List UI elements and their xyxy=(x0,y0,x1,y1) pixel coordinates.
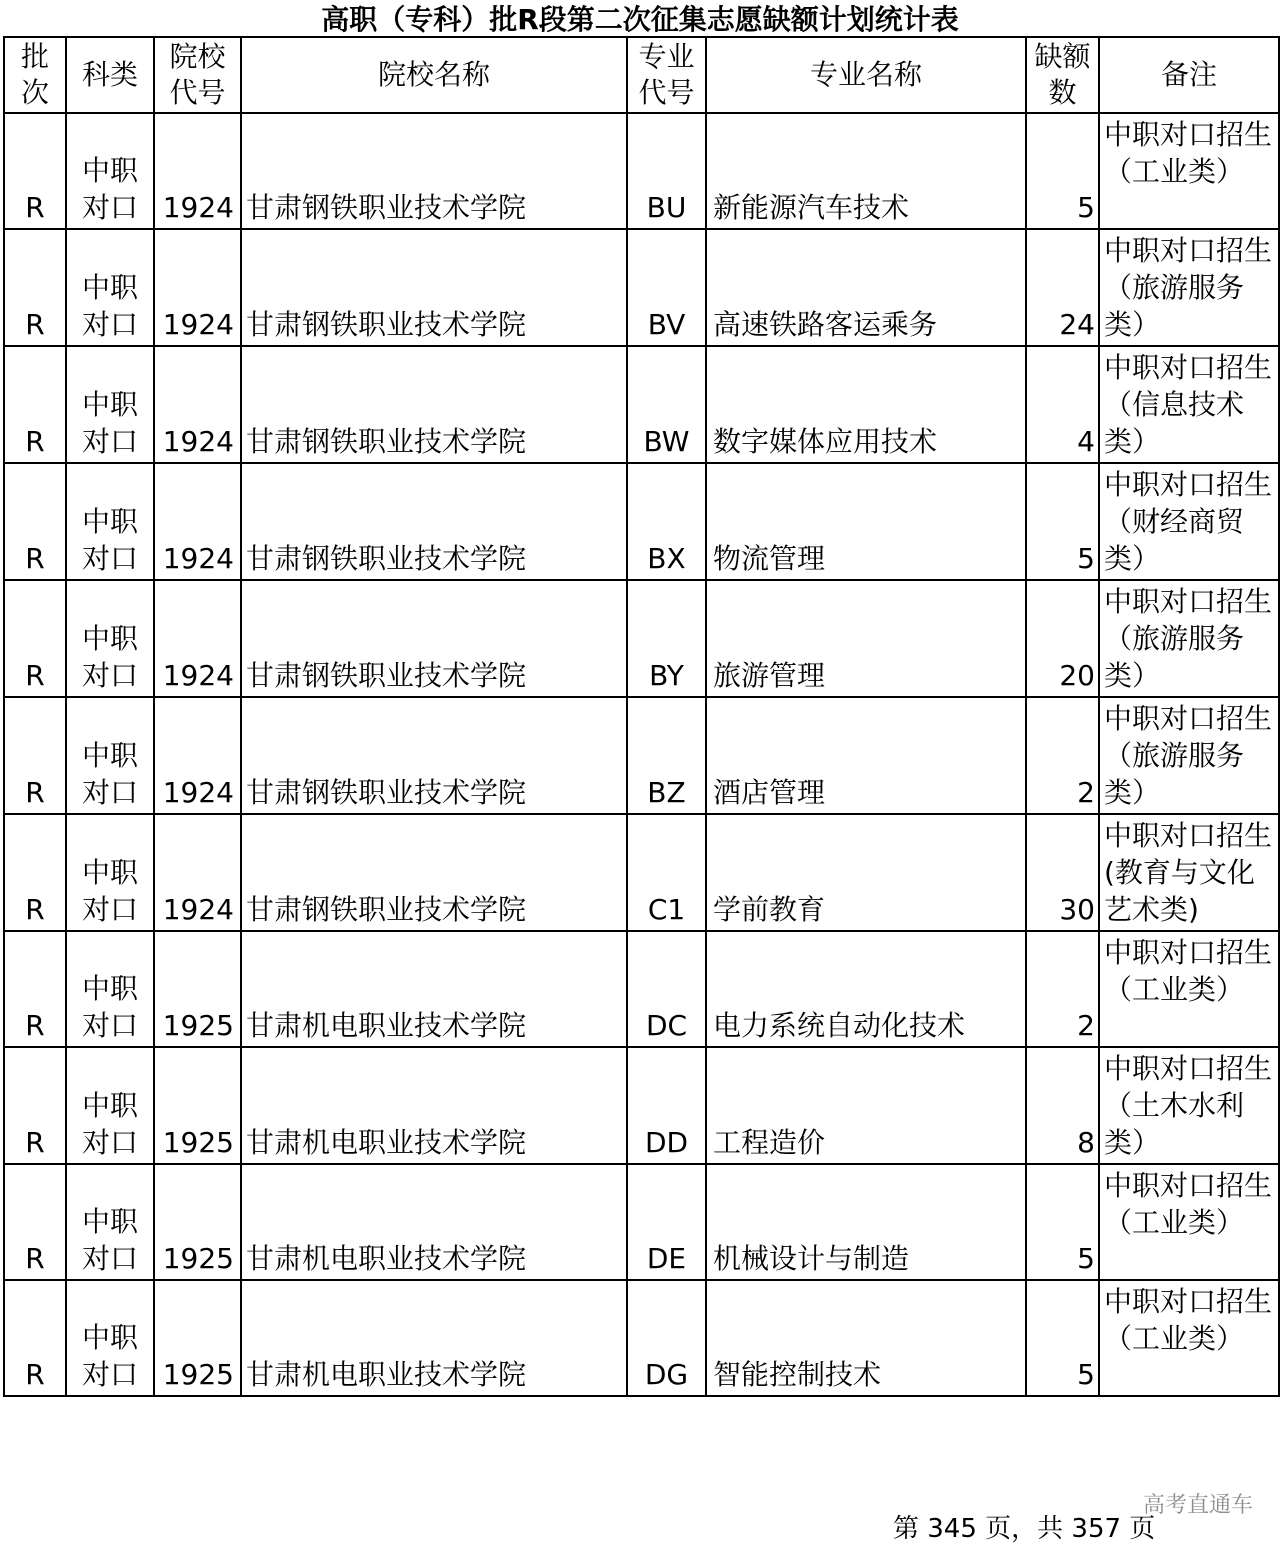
category-cell: 中职对口 xyxy=(66,697,154,814)
school-name-cell: 甘肃机电职业技术学院 xyxy=(241,1280,627,1396)
header-vacancy: 缺额数 xyxy=(1026,37,1099,113)
table-row xyxy=(4,931,1279,1047)
vacancy-cell: 5 xyxy=(1026,463,1099,580)
vacancy-cell: 24 xyxy=(1026,229,1099,346)
major-code-cell: DE xyxy=(627,1164,706,1280)
major-name-cell: 新能源汽车技术 xyxy=(706,113,1026,229)
table-row xyxy=(4,346,1279,463)
batch-cell: R xyxy=(4,1280,66,1396)
major-name-cell: 机械设计与制造 xyxy=(706,1164,1026,1280)
major-code-cell: BV xyxy=(627,229,706,346)
school-code-cell: 1925 xyxy=(154,931,241,1047)
school-name-cell: 甘肃钢铁职业技术学院 xyxy=(241,463,627,580)
batch-cell: R xyxy=(4,931,66,1047)
school-name-cell: 甘肃钢铁职业技术学院 xyxy=(241,346,627,463)
major-name-cell: 高速铁路客运乘务 xyxy=(706,229,1026,346)
batch-cell: R xyxy=(4,1164,66,1280)
table-body xyxy=(4,113,1279,1396)
table-row xyxy=(4,1164,1279,1280)
note-cell: 中职对口招生（旅游服务类） xyxy=(1099,229,1279,346)
category-cell: 中职对口 xyxy=(66,931,154,1047)
batch-cell: R xyxy=(4,229,66,346)
school-name-cell: 甘肃钢铁职业技术学院 xyxy=(241,697,627,814)
school-name-cell: 甘肃钢铁职业技术学院 xyxy=(241,814,627,931)
note-cell: 中职对口招生（旅游服务类） xyxy=(1099,580,1279,697)
category-cell: 中职对口 xyxy=(66,229,154,346)
major-code-cell: BW xyxy=(627,346,706,463)
watermark-logo-text: 高考直通车 xyxy=(1143,1493,1254,1518)
major-name-cell: 酒店管理 xyxy=(706,697,1026,814)
table-row xyxy=(4,580,1279,697)
major-code-cell: DG xyxy=(627,1280,706,1396)
page-footer: 第 345 页，共 357 页 xyxy=(893,1514,1156,1544)
vacancy-cell: 2 xyxy=(1026,697,1099,814)
major-code-cell: DD xyxy=(627,1047,706,1164)
note-cell: 中职对口招生（工业类） xyxy=(1099,931,1279,1047)
school-name-cell: 甘肃机电职业技术学院 xyxy=(241,1164,627,1280)
vacancy-cell: 5 xyxy=(1026,1164,1099,1280)
major-name-cell: 工程造价 xyxy=(706,1047,1026,1164)
note-cell: 中职对口招生（工业类） xyxy=(1099,1280,1279,1396)
note-cell: 中职对口招生（旅游服务类） xyxy=(1099,697,1279,814)
header-note: 备注 xyxy=(1099,37,1279,113)
batch-cell: R xyxy=(4,697,66,814)
school-code-cell: 1924 xyxy=(154,814,241,931)
school-code-cell: 1924 xyxy=(154,697,241,814)
major-name-cell: 旅游管理 xyxy=(706,580,1026,697)
major-code-cell: C1 xyxy=(627,814,706,931)
school-name-cell: 甘肃机电职业技术学院 xyxy=(241,1047,627,1164)
table-row xyxy=(4,697,1279,814)
table-row xyxy=(4,1280,1279,1396)
school-code-cell: 1924 xyxy=(154,229,241,346)
vacancy-cell: 5 xyxy=(1026,113,1099,229)
header-batch: 批次 xyxy=(4,37,66,113)
page-title: 高职（专科）批R段第二次征集志愿缺额计划统计表 xyxy=(321,3,959,36)
batch-cell: R xyxy=(4,113,66,229)
header-school-code: 院校代号 xyxy=(154,37,241,113)
category-cell: 中职对口 xyxy=(66,113,154,229)
major-code-cell: DC xyxy=(627,931,706,1047)
vacancy-cell: 4 xyxy=(1026,346,1099,463)
batch-cell: R xyxy=(4,1047,66,1164)
school-code-cell: 1924 xyxy=(154,346,241,463)
header-major-code: 专业代号 xyxy=(627,37,706,113)
major-name-cell: 数字媒体应用技术 xyxy=(706,346,1026,463)
category-cell: 中职对口 xyxy=(66,1164,154,1280)
school-code-cell: 1925 xyxy=(154,1164,241,1280)
batch-cell: R xyxy=(4,580,66,697)
school-code-cell: 1925 xyxy=(154,1047,241,1164)
school-code-cell: 1924 xyxy=(154,463,241,580)
vacancy-cell: 8 xyxy=(1026,1047,1099,1164)
header-row xyxy=(4,37,1279,113)
table-row xyxy=(4,229,1279,346)
school-code-cell: 1924 xyxy=(154,580,241,697)
major-code-cell: BZ xyxy=(627,697,706,814)
header-school-name: 院校名称 xyxy=(241,37,627,113)
header-major-name: 专业名称 xyxy=(706,37,1026,113)
category-cell: 中职对口 xyxy=(66,1280,154,1396)
batch-cell: R xyxy=(4,346,66,463)
school-name-cell: 甘肃钢铁职业技术学院 xyxy=(241,229,627,346)
major-code-cell: BY xyxy=(627,580,706,697)
table-row xyxy=(4,814,1279,931)
table-row xyxy=(4,463,1279,580)
table-row xyxy=(4,113,1279,229)
note-cell: 中职对口招生(教育与文化艺术类) xyxy=(1099,814,1279,931)
category-cell: 中职对口 xyxy=(66,1047,154,1164)
major-name-cell: 物流管理 xyxy=(706,463,1026,580)
vacancy-cell: 5 xyxy=(1026,1280,1099,1396)
school-name-cell: 甘肃钢铁职业技术学院 xyxy=(241,580,627,697)
school-name-cell: 甘肃机电职业技术学院 xyxy=(241,931,627,1047)
note-cell: 中职对口招生（财经商贸类） xyxy=(1099,463,1279,580)
major-name-cell: 学前教育 xyxy=(706,814,1026,931)
vacancy-cell: 20 xyxy=(1026,580,1099,697)
school-name-cell: 甘肃钢铁职业技术学院 xyxy=(241,113,627,229)
batch-cell: R xyxy=(4,814,66,931)
major-name-cell: 智能控制技术 xyxy=(706,1280,1026,1396)
batch-cell: R xyxy=(4,463,66,580)
quota-table xyxy=(3,36,1280,1397)
note-cell: 中职对口招生（工业类） xyxy=(1099,1164,1279,1280)
school-code-cell: 1925 xyxy=(154,1280,241,1396)
header-category: 科类 xyxy=(66,37,154,113)
category-cell: 中职对口 xyxy=(66,814,154,931)
category-cell: 中职对口 xyxy=(66,463,154,580)
vacancy-cell: 2 xyxy=(1026,931,1099,1047)
category-cell: 中职对口 xyxy=(66,346,154,463)
note-cell: 中职对口招生（土木水利类） xyxy=(1099,1047,1279,1164)
school-code-cell: 1924 xyxy=(154,113,241,229)
vacancy-cell: 30 xyxy=(1026,814,1099,931)
major-code-cell: BX xyxy=(627,463,706,580)
category-cell: 中职对口 xyxy=(66,580,154,697)
note-cell: 中职对口招生（工业类） xyxy=(1099,113,1279,229)
major-code-cell: BU xyxy=(627,113,706,229)
major-name-cell: 电力系统自动化技术 xyxy=(706,931,1026,1047)
table-row xyxy=(4,1047,1279,1164)
note-cell: 中职对口招生（信息技术类） xyxy=(1099,346,1279,463)
